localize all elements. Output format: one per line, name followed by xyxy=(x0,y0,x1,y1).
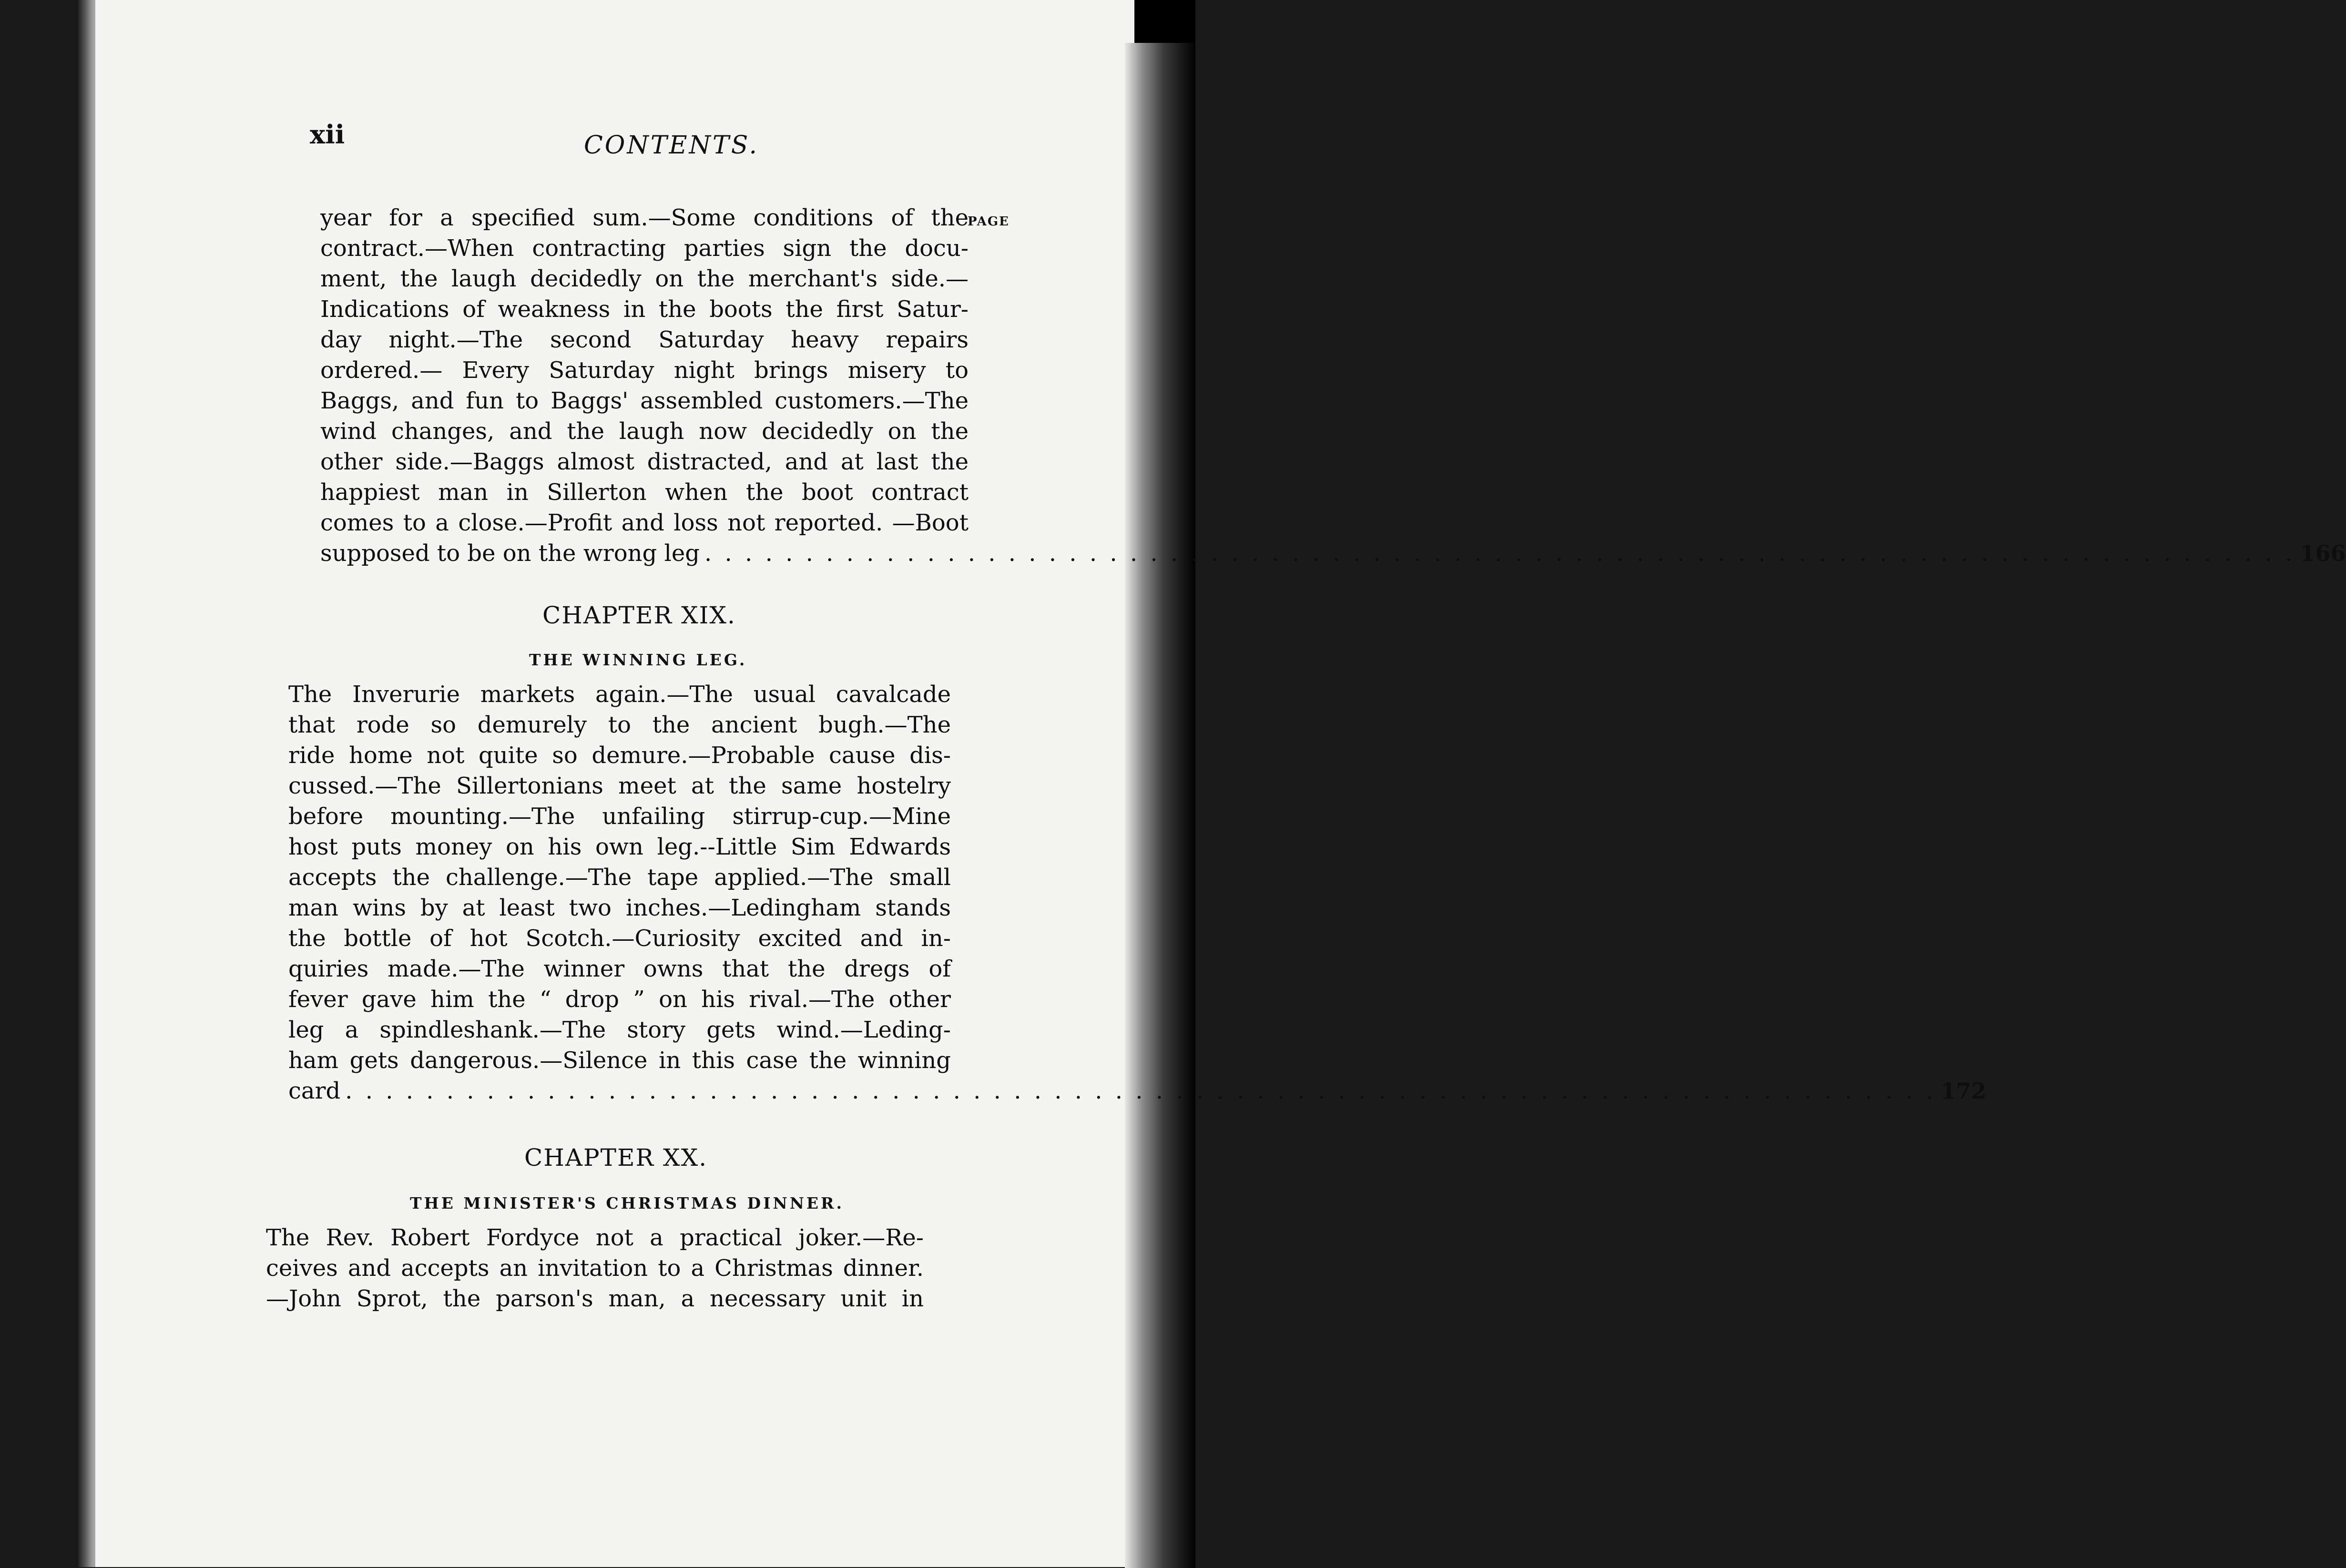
chapter-title: THE WINNING LEG. xyxy=(529,651,747,669)
chapter-title: THE MINISTER'S CHRISTMAS DINNER. xyxy=(410,1194,844,1212)
entry-line: ceives and accepts an invitation to a Christmas dinner. xyxy=(266,1255,924,1282)
running-title: CONTENTS. xyxy=(584,131,759,160)
entry-line: ham gets dangerous.—Silence in this case the winning xyxy=(288,1047,951,1074)
page-corner-shadow xyxy=(1134,0,1195,43)
entry-last-text: card xyxy=(288,1078,341,1104)
entry-line: that rode so demurely to the ancient bugh.—The xyxy=(288,712,951,738)
page-edge-shadow xyxy=(1125,43,1195,1568)
chapter-heading: CHAPTER XX. xyxy=(524,1144,708,1171)
entry-line: —John Sprot, the parson's man, a necessary unit in xyxy=(266,1285,924,1312)
entry-line: before mounting.—The unfailing stirrup-cup.—Mine xyxy=(288,803,951,830)
page-column-label: PAGE xyxy=(968,214,1010,229)
entry-page-number: 172 xyxy=(1940,1078,1987,1104)
entry-line: cussed.—The Sillertonians meet at the same hostelry xyxy=(288,773,951,799)
entry-line: The Inverurie markets again.—The usual cavalcade xyxy=(288,681,951,708)
entry-line: day night.—The second Saturday heavy repairs xyxy=(320,326,969,353)
contents-entry-xx xyxy=(266,1222,924,1314)
entry-line: wind changes, and the laugh now decidedly on the xyxy=(320,418,969,445)
leader-dots: . . . . . . . . . . . . . . . . . . . . . . . . . . . . . . . . . . . . . . . . . . . . . . . . . . . . . . . . . . . . . . . . . . . . . . . . . . . . . . . xyxy=(704,540,2295,567)
entry-line: happiest man in Sillerton when the boot contract xyxy=(320,479,969,506)
entry-last-line xyxy=(288,1076,1987,1106)
contents-entry-xix xyxy=(288,679,1987,1106)
entry-line: quiries made.—The winner owns that the dregs of xyxy=(288,956,951,982)
entry-line: Baggs, and fun to Baggs' assembled customers.—The xyxy=(320,387,969,414)
chapter-heading: CHAPTER XIX. xyxy=(542,601,736,629)
entry-line: leg a spindleshank.—The story gets wind.—Leding- xyxy=(288,1017,951,1043)
leader-dots: . . . . . . . . . . . . . . . . . . . . . . . . . . . . . . . . . . . . . . . . . . . . . . . . . . . . . . . . . . . . . . . . . . . . . . . . . . . . . . . xyxy=(345,1078,1936,1104)
entry-line: ment, the laugh decidedly on the merchant's side.— xyxy=(320,265,969,292)
entry-line: other side.—Baggs almost distracted, and at last the xyxy=(320,448,969,475)
entry-line: accepts the challenge.—The tape applied.—The small xyxy=(288,864,951,891)
entry-line: comes to a close.—Profit and loss not reported. —Boot xyxy=(320,509,969,536)
entry-last-line xyxy=(320,538,2346,569)
entry-line: The Rev. Robert Fordyce not a practical joker.—Re- xyxy=(266,1224,924,1251)
entry-line: the bottle of hot Scotch.—Curiosity excited and in- xyxy=(288,925,951,952)
entry-line: fever gave him the “ drop ” on his rival.—The other xyxy=(288,986,951,1013)
entry-line: host puts money on his own leg.--Little Sim Edwards xyxy=(288,834,951,860)
entry-line: man wins by at least two inches.—Ledingham stands xyxy=(288,895,951,921)
entry-last-text: supposed to be on the wrong leg xyxy=(320,540,700,567)
entry-line: year for a specified sum.—Some conditions of the xyxy=(320,204,969,231)
entry-line: Indications of weakness in the boots the first Satur- xyxy=(320,296,969,323)
entry-line: ride home not quite so demure.—Probable cause dis- xyxy=(288,742,951,769)
entry-line: ordered.— Every Saturday night brings misery to xyxy=(320,357,969,384)
entry-line: contract.—When contracting parties sign the docu- xyxy=(320,235,969,262)
page-number: xii xyxy=(310,119,345,150)
entry-page-number: 166 xyxy=(2300,540,2346,566)
